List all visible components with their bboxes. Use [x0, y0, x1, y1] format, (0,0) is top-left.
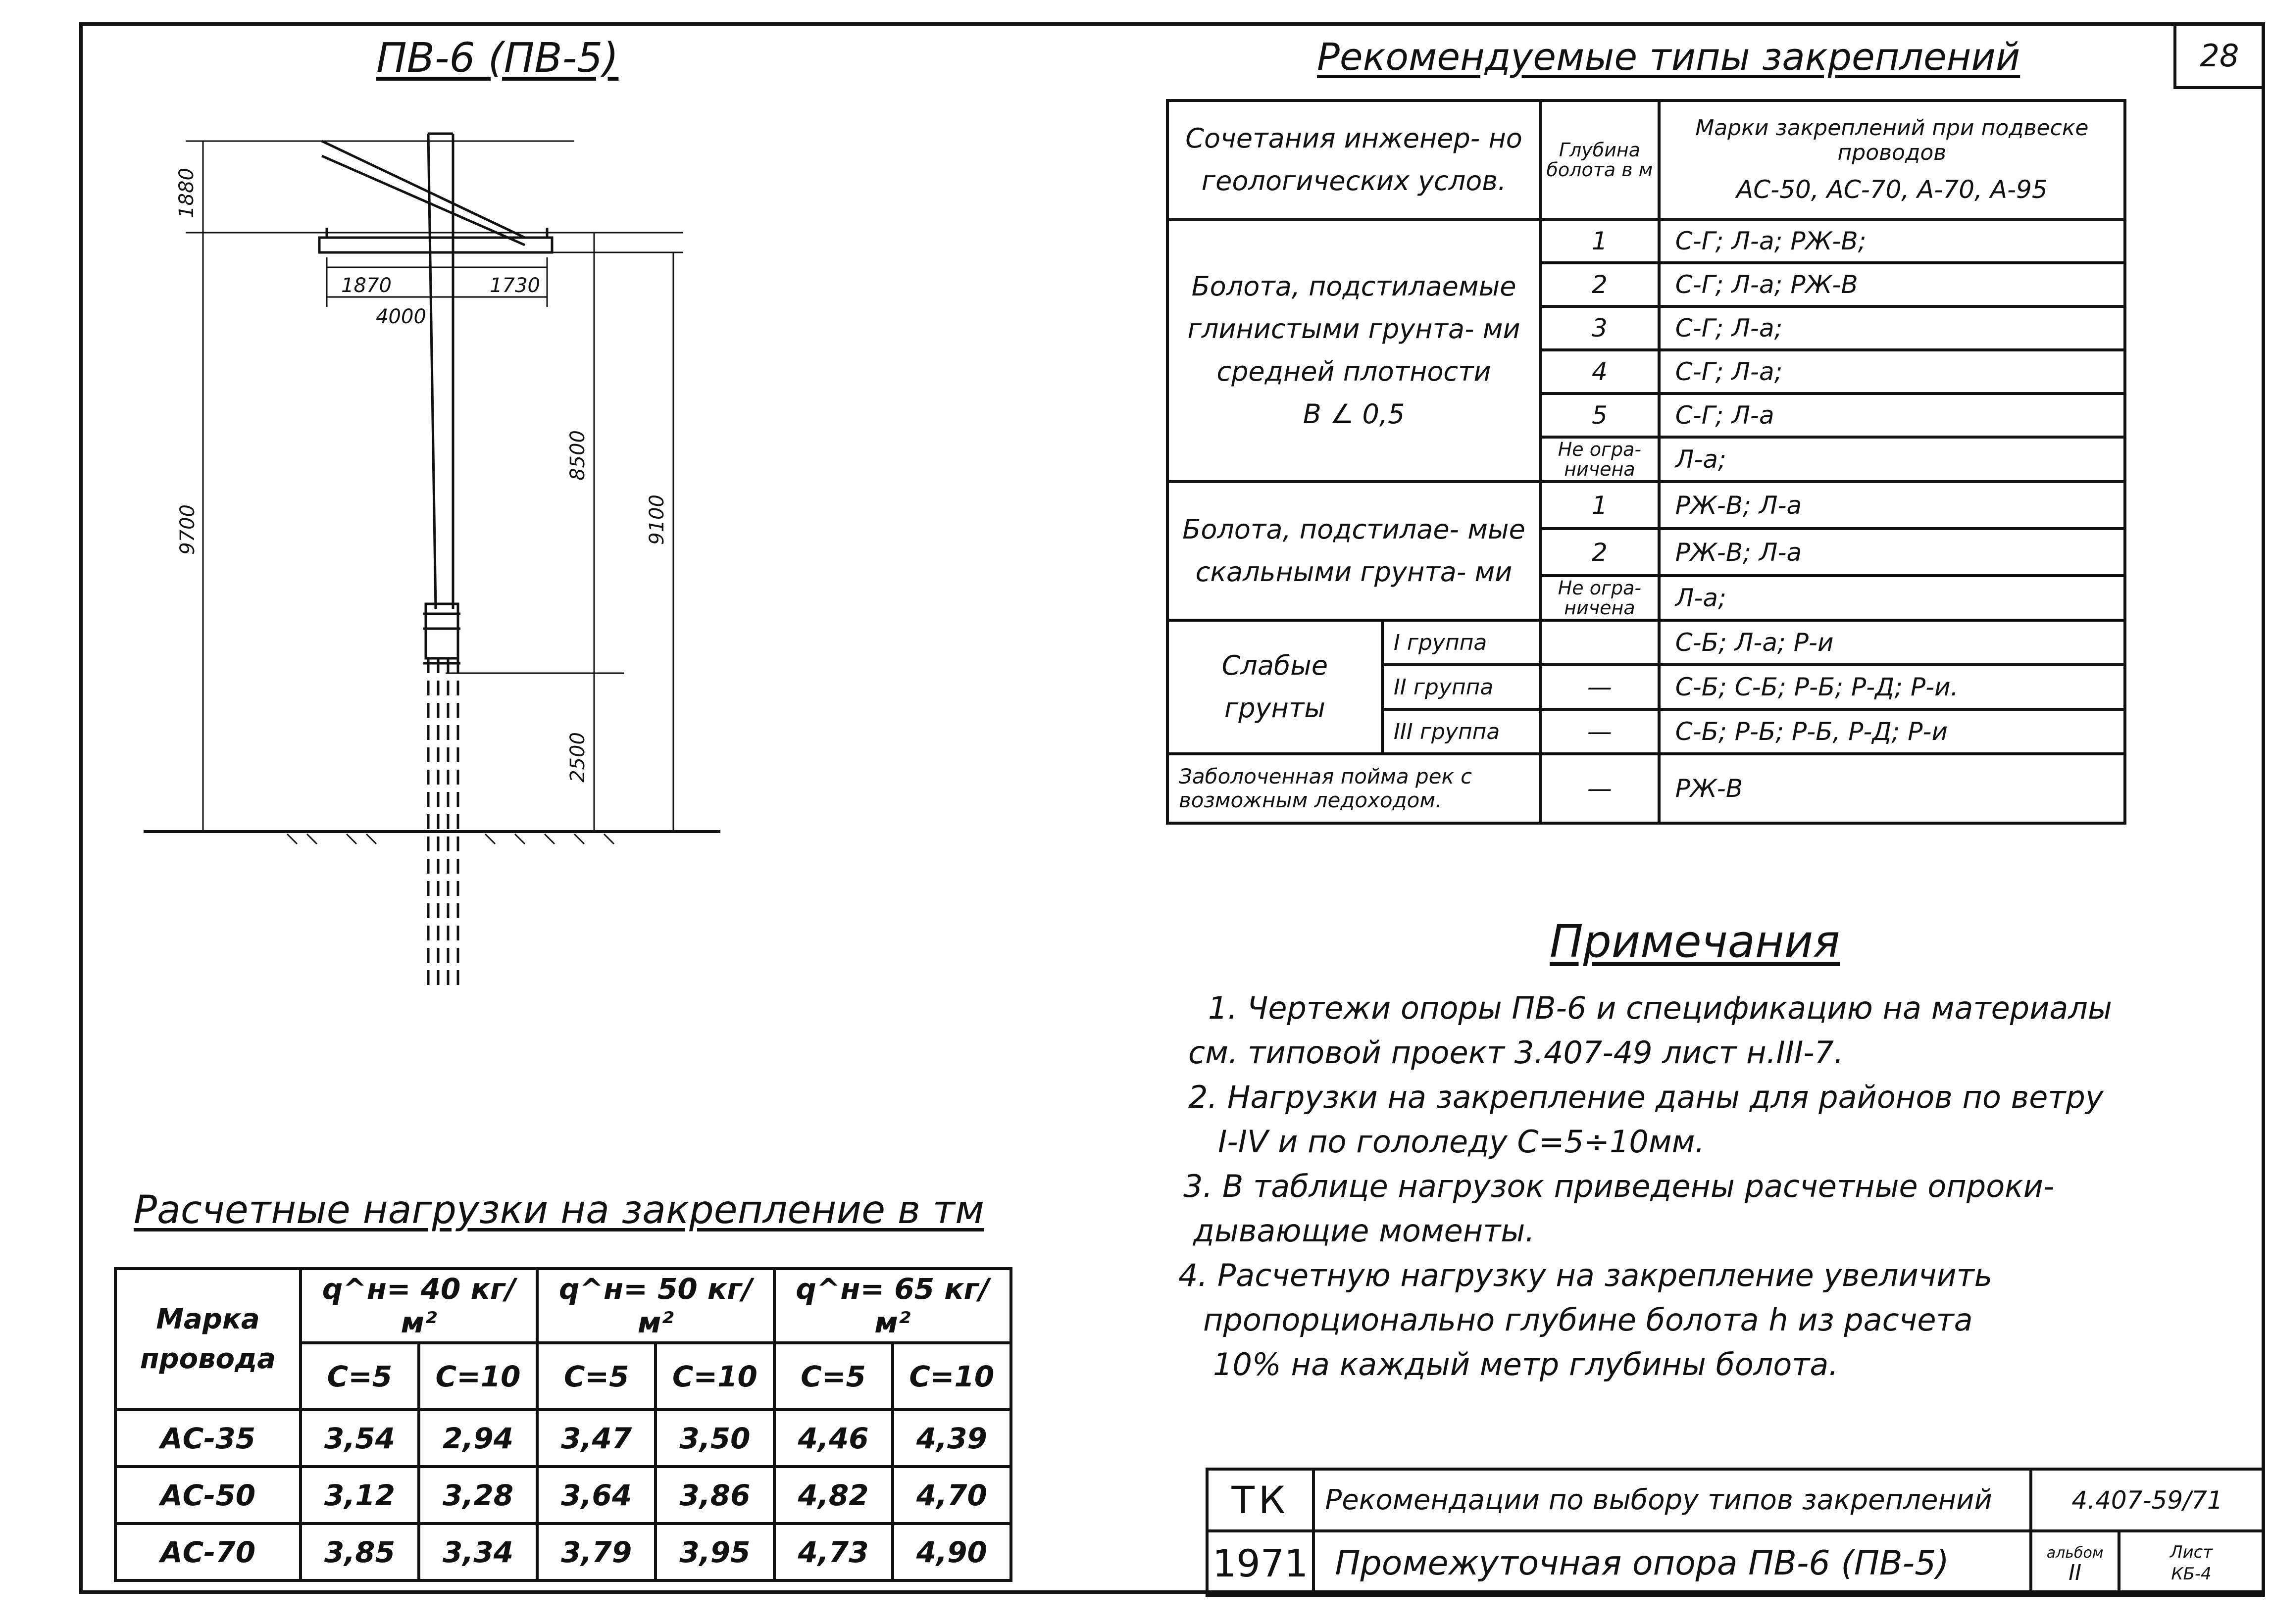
group3-sub: II группа — [1382, 665, 1540, 709]
loads-q-head: q^н= 40 кг/м² — [301, 1269, 537, 1343]
dim-1730: 1730 — [490, 274, 540, 297]
note-line: I-IV и по гололеду С=5÷10мм. — [1218, 1124, 1705, 1160]
dim-2500: 2500 — [566, 732, 589, 783]
loads-cell: 3,64 — [537, 1467, 656, 1524]
loads-cell: 4,70 — [893, 1467, 1011, 1524]
drawing-title: ПВ-6 (ПВ-5) — [376, 35, 619, 82]
loads-cell: 3,95 — [656, 1524, 774, 1580]
note-line: дывающие моменты. — [1193, 1213, 1535, 1249]
group1-depth: 2 — [1540, 263, 1659, 306]
loads-cell: 3,47 — [537, 1410, 656, 1467]
group1-conditions — [1167, 219, 1540, 482]
stamp-code: 4.407-59/71 — [2031, 1469, 2264, 1531]
loads-cell: 4,82 — [774, 1467, 893, 1524]
stamp-list-label: Лист — [2170, 1542, 2213, 1562]
group3-conditions: Слабые грунты — [1167, 620, 1382, 754]
loads-row-brand: АС-70 — [115, 1524, 301, 1580]
group4-conditions: Заболоченная пойма рек с возможным ледоходом. — [1167, 754, 1540, 823]
note-line: 1. Чертежи опоры ПВ-6 и спецификацию на материалы — [1208, 990, 2112, 1026]
loads-c-head: С=10 — [893, 1343, 1011, 1410]
loads-c-head: С=10 — [419, 1343, 537, 1410]
group2-depth: Не огра- ничена — [1540, 576, 1659, 620]
head-conditions: Сочетания инженер- но геологических услов. — [1167, 100, 1540, 219]
stamp-list — [2119, 1531, 2264, 1595]
loads-cell: 3,34 — [419, 1524, 537, 1580]
group1-depth: 4 — [1540, 350, 1659, 394]
loads-c-head: С=5 — [537, 1343, 656, 1410]
loads-cell: 4,39 — [893, 1410, 1011, 1467]
group2-depth: 2 — [1540, 529, 1659, 576]
group2-conditions: Болота, подстилае- мые скальными грунта- ми — [1167, 482, 1540, 620]
dim-9700: 9700 — [176, 504, 199, 555]
title-block — [1206, 1468, 2265, 1597]
group1-brands: С-Г; Л-а; — [1659, 350, 2125, 394]
group1-brands: С-Г; Л-а — [1659, 394, 2125, 437]
stamp-album-value: II — [2069, 1560, 2082, 1585]
recommended-table — [1166, 99, 2126, 825]
loads-col-brand: Марка провода — [115, 1269, 301, 1410]
stamp-year: 1971 — [1207, 1531, 1313, 1595]
group1-brands: С-Г; Л-а; — [1659, 306, 2125, 350]
loads-q-head: q^н= 65 кг/м² — [774, 1269, 1011, 1343]
loads-c-head: С=5 — [774, 1343, 893, 1410]
group3-depth: — — [1540, 665, 1659, 709]
group1-depth: Не огра- ничена — [1540, 437, 1659, 482]
recommended-title: Рекомендуемые типы закреплений — [1317, 35, 2020, 79]
loads-cell: 3,86 — [656, 1467, 774, 1524]
group1-depth: 5 — [1540, 394, 1659, 437]
pole-drawing — [139, 114, 743, 995]
loads-cell: 3,12 — [301, 1467, 419, 1524]
group4-brands: РЖ-В — [1659, 754, 2125, 823]
loads-cell: 4,90 — [893, 1524, 1011, 1580]
group1-cond-text: Болота, подстилаемые глинистыми грунта- ми средней плотности — [1187, 271, 1520, 387]
group2-brands: Л-а; — [1659, 576, 2125, 620]
loads-row-brand: АС-35 — [115, 1410, 301, 1467]
stamp-tk: ТК — [1207, 1469, 1313, 1531]
loads-c-head: С=10 — [656, 1343, 774, 1410]
loads-cell: 4,46 — [774, 1410, 893, 1467]
note-line: 4. Расчетную нагрузку на закрепление увеличить — [1178, 1257, 1993, 1293]
group2-brands: РЖ-В; Л-а — [1659, 529, 2125, 576]
note-line: 2. Нагрузки на закрепление даны для районов по ветру — [1188, 1079, 2104, 1115]
loads-table — [114, 1267, 1012, 1582]
head-brands-line2: АС-50, АС-70, А-70, А-95 — [1736, 175, 2048, 204]
group3-brands: С-Б; Р-Б; Р-Б, Р-Д; Р-и — [1659, 709, 2125, 754]
group1-depth: 1 — [1540, 219, 1659, 263]
loads-q-head: q^н= 50 кг/м² — [537, 1269, 774, 1343]
stamp-line1: Рекомендации по выбору типов закреплений — [1313, 1469, 2031, 1531]
loads-cell: 2,94 — [419, 1410, 537, 1467]
notes-title: Примечания — [1550, 916, 1840, 968]
loads-title: Расчетные нагрузки на закрепление в тм — [134, 1188, 984, 1232]
loads-cell: 3,85 — [301, 1524, 419, 1580]
loads-c-head: С=5 — [301, 1343, 419, 1410]
dim-1870: 1870 — [341, 274, 392, 297]
group3-brands: С-Б; Л-а; Р-и — [1659, 620, 2125, 665]
group2-depth: 1 — [1540, 482, 1659, 529]
note-line: см. типовой проект 3.407-49 лист н.III-7. — [1188, 1034, 1844, 1071]
group1-cond-extra: В ∠ 0,5 — [1303, 398, 1405, 430]
group2-brands: РЖ-В; Л-а — [1659, 482, 2125, 529]
loads-cell: 4,73 — [774, 1524, 893, 1580]
stamp-album — [2031, 1531, 2119, 1595]
group3-depth: — — [1540, 709, 1659, 754]
loads-cell: 3,28 — [419, 1467, 537, 1524]
sheet-number: 28 — [2173, 25, 2263, 89]
group3-sub: III группа — [1382, 709, 1540, 754]
loads-cell: 3,79 — [537, 1524, 656, 1580]
dim-4000: 4000 — [376, 305, 426, 328]
group3-depth — [1540, 620, 1659, 665]
note-line: пропорционально глубине болота h из расчета — [1203, 1302, 1973, 1338]
head-brands-line1: Марки закреплений при подвеске проводов — [1695, 115, 2089, 165]
loads-row-brand: АС-50 — [115, 1467, 301, 1524]
stamp-list-value: КБ-4 — [2171, 1564, 2212, 1584]
stamp-album-label: альбом — [2046, 1544, 2104, 1562]
stamp-line2: Промежуточная опора ПВ-6 (ПВ-5) — [1313, 1531, 2031, 1595]
group1-brands: С-Г; Л-а; РЖ-В; — [1659, 219, 2125, 263]
group4-depth: — — [1540, 754, 1659, 823]
dim-9100: 9100 — [646, 494, 668, 545]
group1-depth: 3 — [1540, 306, 1659, 350]
note-line: 10% на каждый метр глубины болота. — [1213, 1346, 1839, 1382]
head-brands — [1659, 100, 2125, 219]
note-line: 3. В таблице нагрузок приведены расчетные опроки- — [1183, 1168, 2055, 1204]
dim-8500: 8500 — [566, 430, 589, 481]
group1-brands: Л-а; — [1659, 437, 2125, 482]
group1-brands: С-Г; Л-а; РЖ-В — [1659, 263, 2125, 306]
group3-brands: С-Б; С-Б; Р-Б; Р-Д; Р-и. — [1659, 665, 2125, 709]
loads-cell: 3,54 — [301, 1410, 419, 1467]
head-depth: Глубина болота в м — [1540, 100, 1659, 219]
loads-cell: 3,50 — [656, 1410, 774, 1467]
dim-1880: 1880 — [175, 168, 198, 218]
group3-sub: I группа — [1382, 620, 1540, 665]
